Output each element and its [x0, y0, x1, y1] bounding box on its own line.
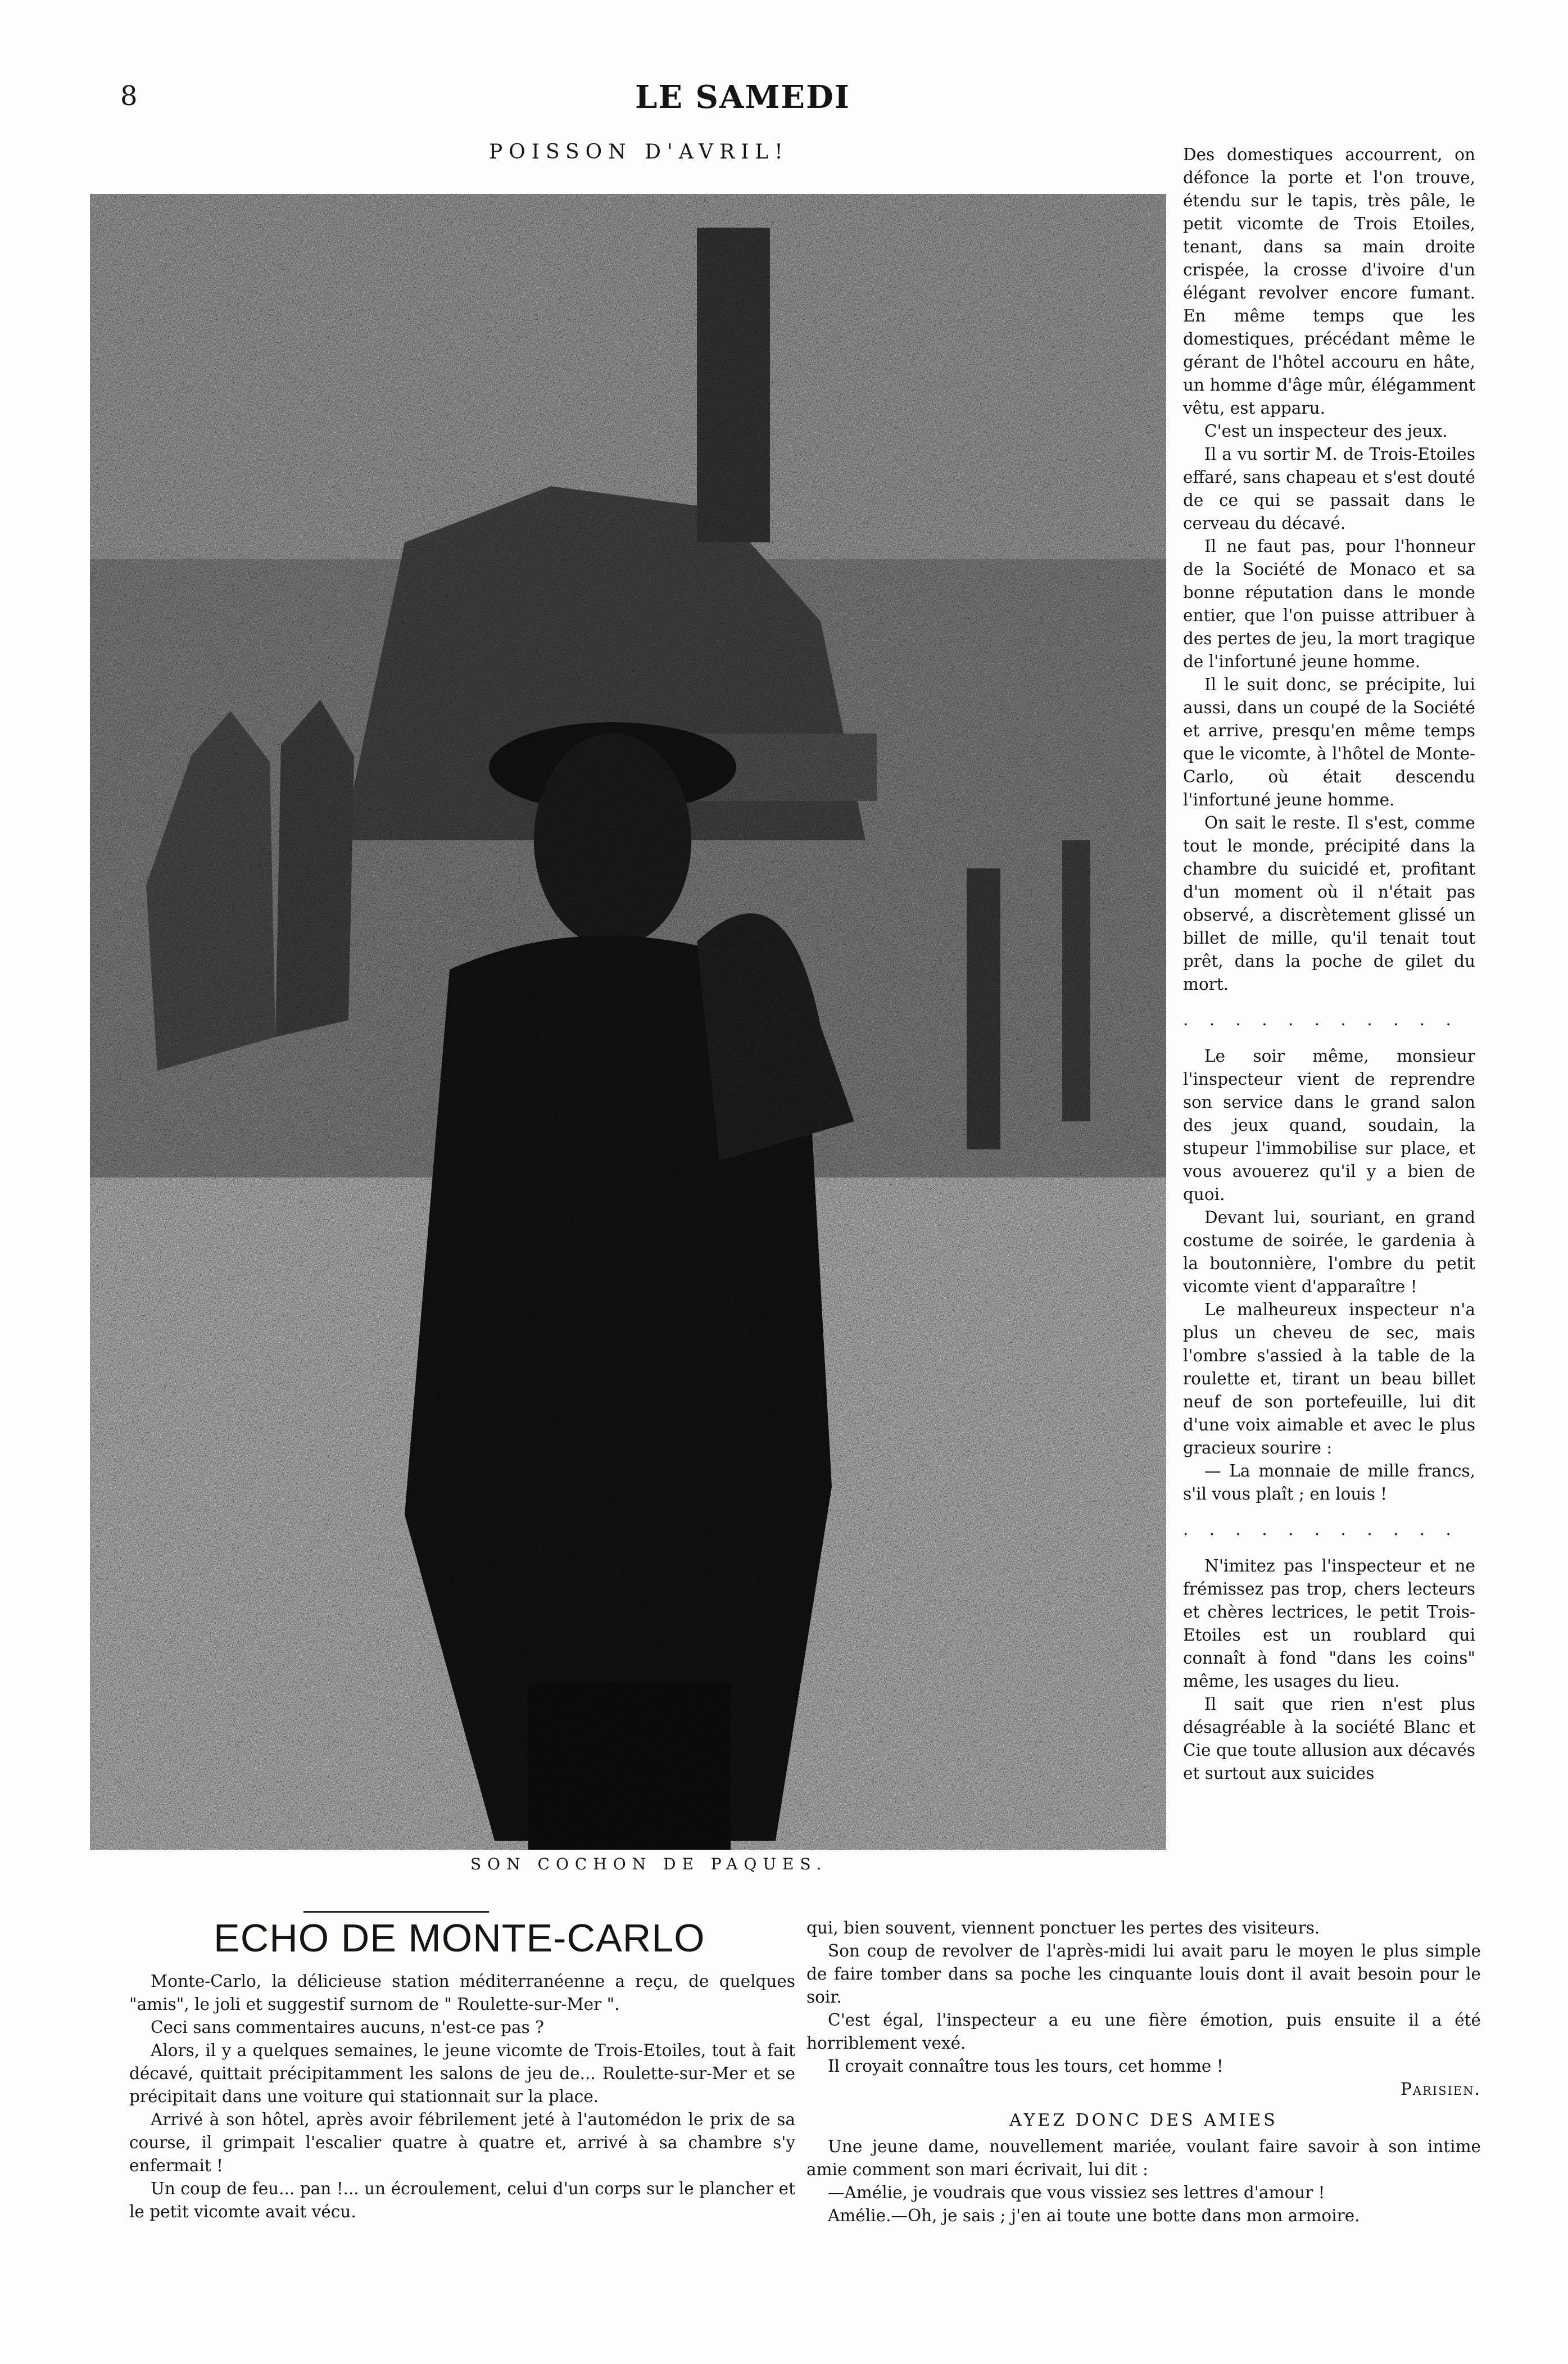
page-number: 8: [120, 80, 138, 112]
section-heading: ECHO DE MONTE-CARLO: [214, 1916, 705, 1960]
lower-right-text: [806, 1917, 1481, 2227]
heading-rule: [303, 1911, 489, 1913]
paragraph: Ceci sans commentaires aucuns, n'est-ce pas ?: [151, 2018, 544, 2037]
echo-article: [129, 1970, 795, 2223]
dotted-separator: . . . . . . . . . . .: [1183, 1010, 1459, 1029]
dotted-separator: . . . . . . . . . . .: [1183, 1520, 1459, 1539]
paragraph: Arrivé à son hôtel, après avoir fébrilement jeté à l'automédon le prix de sa course, il grimpait l'escalier quatre à quatre et, arrivé à sa chambre s'y enfermait !: [129, 2110, 795, 2175]
paragraph: Le malheureux inspecteur n'a plus un cheveu de sec, mais l'ombre s'assied à la table de la roulette et, tirant un beau billet neuf de son portefeuille, lui dit d'une voix aimable et avec le plus gracieux sourire :: [1183, 1300, 1475, 1457]
paragraph: N'imitez pas l'inspecteur et ne frémissez pas trop, chers lecteurs et chères lectrices, le petit Trois-Etoiles est un roublard qui connaît à fond "dans les coins" même, les usages du lieu.: [1183, 1556, 1475, 1691]
paragraph: Il croyait connaître tous les tours, cet homme !: [828, 2057, 1223, 2076]
paragraph: Alors, il y a quelques semaines, le jeune vicomte de Trois-Etoiles, tout à fait décavé, quittait précipitamment les salons de jeu de... Roulette-sur-Mer et se précipitait dans une voiture qui stationnait sur la place.: [129, 2041, 795, 2106]
signature: Parisien.: [1401, 2080, 1481, 2099]
paragraph: C'est égal, l'inspecteur a eu une fière émotion, puis ensuite il a été horriblement vexé.: [806, 2010, 1481, 2053]
paragraph: Le soir même, monsieur l'inspecteur vient de reprendre son service dans le grand salon des jeux quand, soudain, la stupeur l'immobilise sur place, et vous avouerez qu'il y a bien de quoi.: [1183, 1047, 1475, 1204]
paragraph: Il sait que rien n'est plus désagréable à la société Blanc et Cie que toute allusion aux décavés et surtout aux suicides: [1183, 1695, 1475, 1783]
paragraph: Monte-Carlo, la délicieuse station méditerranéenne a reçu, de quelques "amis", le joli et suggestif surnom de " Roulette-sur-Mer ".: [129, 1972, 795, 2014]
paragraph: Devant lui, souriant, en grand costume de soirée, le gardenia à la boutonnière, l'ombre du petit vicomte vient d'apparaître !: [1183, 1208, 1475, 1296]
right-column-text: [1183, 143, 1475, 1785]
masthead: LE SAMEDI: [635, 79, 850, 116]
illustration-caption: SON COCHON DE PAQUES.: [470, 1855, 828, 1873]
paragraph: Une jeune dame, nouvellement mariée, voulant faire savoir à son intime amie comment son mari écrivait, lui dit :: [806, 2137, 1481, 2179]
paragraph: Un coup de feu... pan !... un écroulement, celui d'un corps sur le plancher et le petit vicomte avait vécu.: [129, 2179, 795, 2221]
subheading: AYEZ DONC DES AMIES: [1009, 2111, 1278, 2130]
paragraph: On sait le reste. Il s'est, comme tout le monde, précipité dans la chambre du suicidé et, profitant d'un moment où il n'était pas observé, a discrètement glissé un billet de mille, qu'il tenait tout prêt, dans la poche de gilet du mort.: [1183, 813, 1475, 994]
illustration-engraving: [90, 194, 1166, 1850]
paragraph: Son coup de revolver de l'après-midi lui avait paru le moyen le plus simple de faire tomber dans sa poche les cinquante louis dont il avait besoin pour le soir.: [806, 1941, 1481, 2007]
engraving-picture: [90, 194, 1166, 1850]
paragraph: Amélie.—Oh, je sais ; j'en ai toute une botte dans mon armoire.: [828, 2206, 1360, 2225]
paragraph: qui, bien souvent, viennent ponctuer les pertes des visiteurs.: [806, 1918, 1320, 1937]
paragraph: —Amélie, je voudrais que vous vissiez ses lettres d'amour !: [828, 2183, 1325, 2202]
paragraph: Des domestiques accourrent, on défonce la porte et l'on trouve, étendu sur le tapis, très pâle, le petit vicomte de Trois Etoiles, tenant, dans sa main droite crispée, la crosse d'ivoire d'un élégant revolver encore fumant. En même temps que les domestiques, précédant même le gérant de l'hôtel accouru en hâte, un homme d'âge mûr, élégamment vêtu, est apparu.: [1183, 145, 1475, 418]
paragraph: Il a vu sortir M. de Trois-Etoiles effaré, sans chapeau et s'est douté de ce qui se passait dans le cerveau du décavé.: [1183, 445, 1475, 533]
paragraph: C'est un inspecteur des jeux.: [1204, 422, 1448, 441]
paragraph: Il ne faut pas, pour l'honneur de la Société de Monaco et sa bonne réputation dans le monde entier, que l'on puisse attribuer à des pertes de jeu, la mort tragique de l'infortuné jeune homme.: [1183, 537, 1475, 671]
paragraph: Il le suit donc, se précipite, lui aussi, dans un coupé de la Société et arrive, presqu'en même temps que le vicomte, à l'hôtel de Monte-Carlo, où était descendu l'infortuné jeune homme.: [1183, 675, 1475, 809]
paragraph: — La monnaie de mille francs, s'il vous plaît ; en louis !: [1183, 1461, 1475, 1503]
illustration-title: POISSON D'AVRIL!: [489, 141, 789, 164]
